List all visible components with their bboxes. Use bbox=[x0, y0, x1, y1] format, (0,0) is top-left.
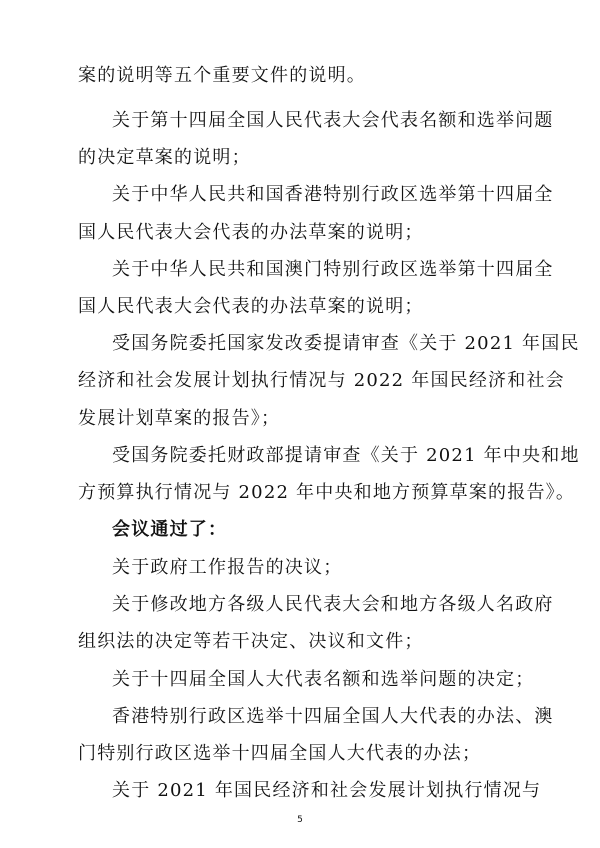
text-line: 关于中华人民共和国香港特别行政区选举第十四届全 bbox=[112, 184, 554, 205]
text-line: 关于第十四届全国人民代表大会代表名额和选举问题 bbox=[112, 110, 554, 131]
text-line: 关于十四届全国人大代表名额和选举问题的决定； bbox=[112, 669, 535, 690]
text-line: 关于修改地方各级人民代表大会和地方各级人名政府 bbox=[112, 594, 554, 615]
text-line: 案的说明等五个重要文件的说明。 bbox=[78, 65, 366, 86]
text-line: 受国务院委托财政部提请审查《关于 2021 年中央和地 bbox=[112, 445, 580, 466]
text-line: 关于中华人民共和国澳门特别行政区选举第十四届全 bbox=[112, 259, 554, 280]
text-line: 的决定草案的说明； bbox=[78, 147, 251, 168]
text-line: 关于 2021 年国民经济和社会发展计划执行情况与 bbox=[112, 780, 542, 801]
text-line: 经济和社会发展计划执行情况与 2022 年国民经济和社会 bbox=[78, 370, 565, 391]
section-heading: 会议通过了： bbox=[112, 519, 228, 540]
text-line: 关于政府工作报告的决议； bbox=[112, 557, 343, 578]
text-line: 门特别行政区选举十四届全国人大代表的办法； bbox=[78, 743, 482, 764]
text-line: 方预算执行情况与 2022 年中央和地方预算草案的报告》。 bbox=[78, 482, 576, 503]
text-line: 发展计划草案的报告》； bbox=[78, 408, 281, 429]
text-line: 组织法的决定等若干决定、决议和文件； bbox=[78, 631, 424, 652]
page-number: 5 bbox=[297, 815, 303, 825]
text-line: 国人民代表大会代表的办法草案的说明； bbox=[78, 296, 424, 317]
text-line: 受国务院委托国家发改委提请审查《关于 2021 年国民 bbox=[112, 333, 580, 354]
text-line: 香港特别行政区选举十四届全国人大代表的办法、澳 bbox=[112, 706, 554, 727]
text-line: 国人民代表大会代表的办法草案的说明； bbox=[78, 222, 424, 243]
